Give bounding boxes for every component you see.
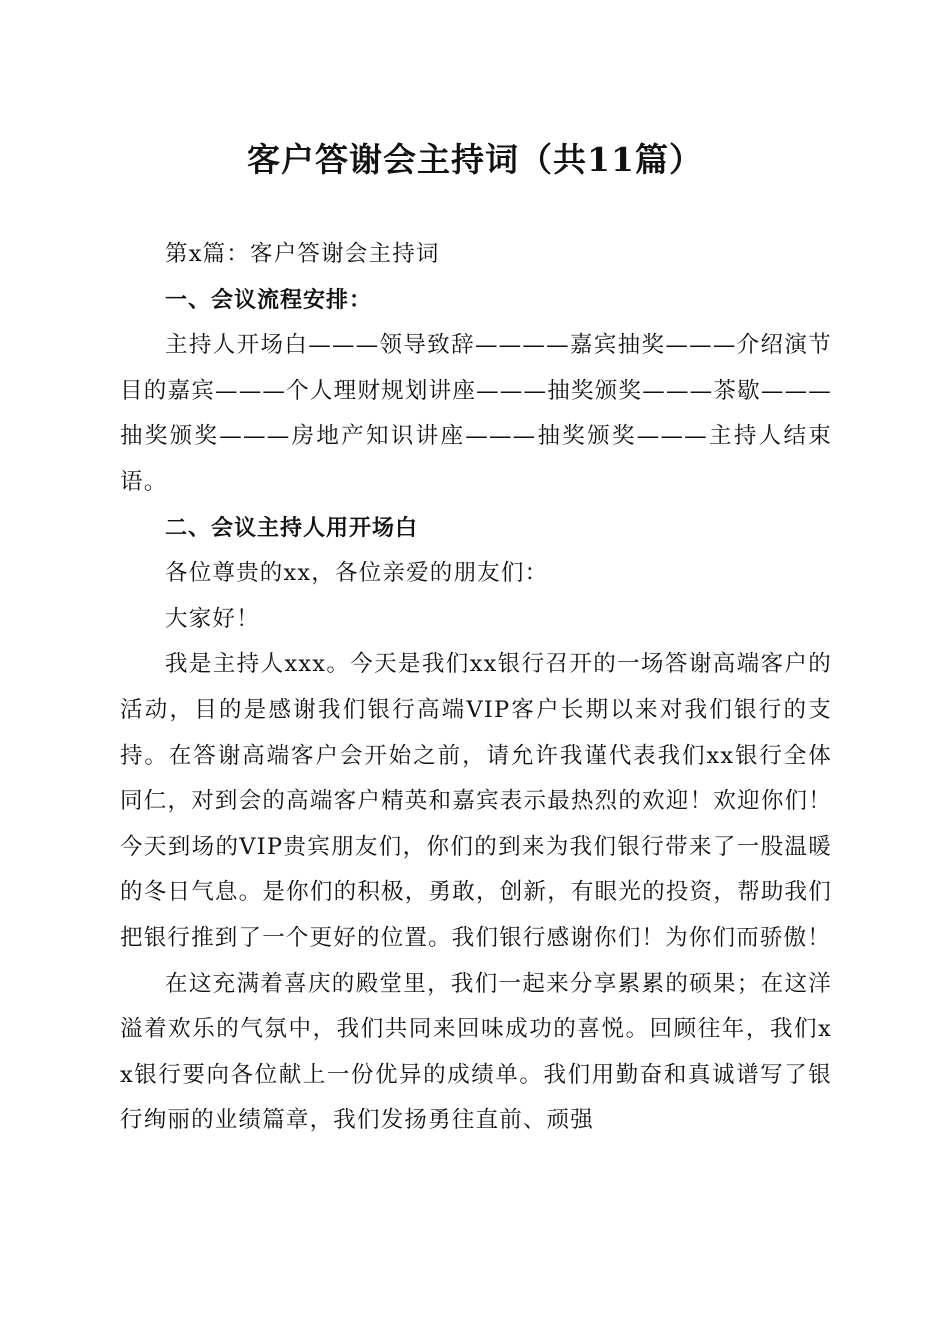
- document-title: 客户答谢会主持词（共11篇）: [247, 140, 703, 179]
- document-body: [120, 232, 832, 1144]
- intro-paragraph: 我是主持人xxx。今天是我们xx银行召开的一场答谢高端客户的活动，目的是感谢我们银行高端VIP客户长期以来对我们银行的支持。在答谢高端客户会开始之前，请允许我谨代表我们xx银行全体同仁，对到会的高端客户精英和嘉宾表示最热烈的欢迎！欢迎你们！今天到场的VIP贵宾朋友们，你们的到来为我们银行带来了一股温暖的冬日气息。是你们的积极，勇敢，创新，有眼光的投资，帮助我们把银行推到了一个更好的位置。我们银行感谢你们！为你们而骄傲！: [120, 651, 832, 951]
- greeting-paragraph: 大家好！: [165, 605, 260, 632]
- salutation-paragraph: 各位尊贵的xx，各位亲爱的朋友们：: [165, 560, 549, 587]
- review-paragraph: 在这充满着喜庆的殿堂里，我们一起来分享累累的硕果；在这洋溢着欢乐的气氛中，我们共同来回味成功的喜悦。回顾往年，我们xx银行要向各位献上一份优异的成绩单。我们用勤奋和真诚谱写了银行绚丽的业绩篇章，我们发扬勇往直前、顽强: [120, 970, 832, 1134]
- chapter-label: 第x篇：客户答谢会主持词: [165, 241, 440, 267]
- section-heading-flow: 一、会议流程安排：: [165, 287, 373, 313]
- section-heading-opening: 二、会议主持人用开场白: [165, 515, 419, 541]
- flow-paragraph: 主持人开场白———领导致辞————嘉宾抽奖———介绍演节目的嘉宾———个人理财规划讲座———抽奖颁奖———茶歇———抽奖颁奖———房地产知识讲座———抽奖颁奖———主持人结束语。: [120, 332, 832, 495]
